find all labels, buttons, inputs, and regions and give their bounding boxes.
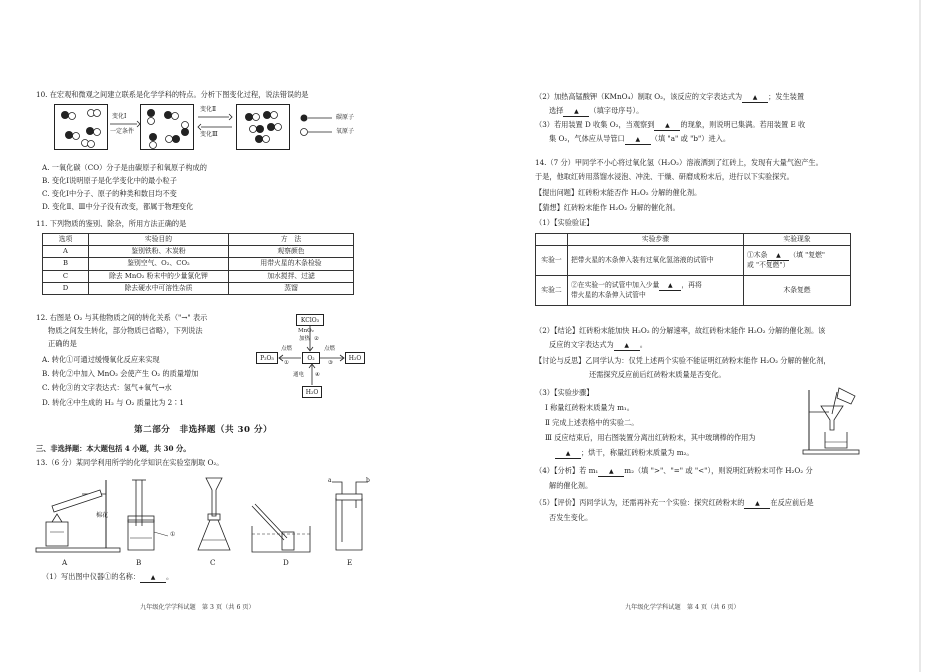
port-a-label: a: [328, 477, 332, 484]
table-row: [43, 258, 354, 270]
q14-analysis-text-b: m₂（填 ">"、"=" 或 "<"），则说明红砖粉末可作 H₂O₂ 分: [624, 466, 813, 475]
table-cell: 除去硬水中可溶性杂质: [89, 282, 229, 294]
answer-blank[interactable]: ▲: [598, 468, 624, 477]
q14-step2: Ⅱ 完成上述表格中的实验二。: [545, 418, 639, 427]
q13-stem: 13.（6 分）某同学利用所学的化学知识在实验室制取 O₂。: [36, 458, 224, 467]
table-cell: 鉴别空气、O₂、CO₂: [89, 258, 229, 270]
answer-blank[interactable]: ▲: [659, 282, 681, 291]
q12-line-1: 12. 右图是 O₂ 与其他物质之间的转化关系（"→" 表示: [36, 313, 208, 322]
page-4: [475, 0, 950, 672]
table-cell: 观察颜色: [229, 246, 354, 258]
apparatus-label-b: B: [136, 558, 142, 567]
q10-stem: 10. 在宏观和微观之间建立联系是化学学科的特点。分析下图变化过程，说法错误的是: [36, 90, 309, 99]
q13-part2-text-c: 选择: [549, 106, 564, 115]
q14-analysis-text-a: （4）【分析】若 m₁: [535, 466, 599, 475]
table-header: 实验现象: [744, 234, 851, 246]
scan-edge: [919, 0, 921, 672]
q13-part2-text-a: （2）加热高锰酸钾（KMnO₄）制取 O₂，该反应的文字表达式为: [535, 92, 743, 101]
q12-option-c: C. 转化③的文字表达式：氢气+氧气→水: [42, 383, 172, 392]
table-cell: B: [43, 258, 89, 270]
table-header: 方 法: [229, 234, 354, 246]
answer-blank[interactable]: ▲: [614, 342, 640, 351]
answer-blank[interactable]: ▲: [742, 94, 768, 103]
filtration-apparatus: [799, 386, 869, 456]
q14-conclusion-line1: （2）【结论】红砖粉末能加快 H₂O₂ 的分解速率，故红砖粉末能作 H₂O₂ 分解的催化剂。该: [535, 326, 826, 335]
q13-part3-line1: [535, 120, 805, 131]
q10-molecules-2: [141, 105, 195, 151]
q14-row2-step-b: ，再将: [681, 280, 702, 289]
q12-label-ignite2: 点燃: [324, 346, 336, 352]
q12-label-n2: ②: [314, 336, 319, 342]
q14-step3-line2: [555, 448, 694, 459]
apparatus-c: [194, 476, 234, 556]
q10-arrow3: [198, 124, 232, 130]
answer-blank[interactable]: ▲: [654, 122, 680, 131]
table-cell: 木条复燃: [744, 276, 851, 306]
q14-step3-text: ；烘干，称量红砖粉末质量为 m₂。: [581, 448, 694, 457]
q14-conclusion-text: 反应的文字表达式为: [549, 340, 614, 349]
q10-legend-markers: [300, 110, 340, 140]
q14-line2: 于是，他取红砖用蒸馏水浸泡、冲洗、干燥、研磨成粉末后，进行以下实验探究。: [535, 172, 794, 181]
answer-blank[interactable]: ▲: [767, 252, 789, 261]
q12-label-heat: 加热: [299, 336, 311, 342]
q12-option-a: A. 转化①可通过缓慢氧化反应来实现: [42, 355, 160, 364]
q14-problem: 【提出问题】红砖粉末能否作 H₂O₂ 分解的催化剂。: [535, 188, 702, 197]
q14-analysis-line2: 解的催化剂。: [549, 481, 593, 490]
q12-label-n1: ①: [284, 360, 289, 366]
port-b-label: b: [366, 477, 370, 484]
q12-node-h2o-right: H₂O: [345, 352, 365, 364]
q13-part3-text-c: 集 O₂，气体应从导管口: [549, 134, 625, 143]
q14-step1: Ⅰ 称量红砖粉末质量为 m₁。: [545, 403, 634, 412]
apparatus-label-d: D: [283, 558, 289, 567]
apparatus-e: [326, 476, 376, 556]
table-row: [43, 246, 354, 258]
table-cell: C: [43, 270, 89, 282]
q14-evaluation-line2: 否发生变化。: [549, 513, 593, 522]
answer-blank[interactable]: ▲: [140, 574, 166, 583]
q14-evaluation-line1: [535, 498, 814, 509]
q14-verify: （1）【实验验证】: [535, 218, 594, 227]
q12-label-electro: 通电: [293, 372, 305, 378]
q14-row2-step-a: ②在实验一的试管中加入少量: [571, 280, 660, 289]
q14-row1-result-b: （填 "复燃": [789, 250, 825, 259]
table-cell: 把带火星的木条伸入装有过氧化氢溶液的试管中: [568, 246, 744, 276]
apparatus-d: [248, 476, 318, 556]
q14-row1-result-a: ①木条: [747, 250, 768, 259]
q13-part3-text-b: 的现象，则说明已集满。若用装置 E 收: [680, 120, 806, 129]
q10-box1: [54, 104, 108, 150]
q12-label-n3: ③: [328, 360, 333, 366]
apparatus-a: [34, 476, 124, 556]
q10-option-c: C. 变化Ⅰ中分子、原子的种类和数目均不变: [42, 189, 177, 198]
q14-discussion-line1: 【讨论与反思】乙同学认为：仅凭上述两个实验不能证明红砖粉末能作 H₂O₂ 分解的催化剂，: [535, 356, 831, 365]
apparatus-b-circle1: ①: [170, 531, 176, 538]
page-3-footer: 九年级化学学科试题 第 3 页（共 6 页）: [140, 604, 255, 611]
table-header-row: [536, 234, 851, 246]
q12-arrows: [250, 314, 370, 404]
table-header-row: [43, 234, 354, 246]
q10-box2: [140, 104, 194, 150]
table-cell: 用带火星的木条检验: [229, 258, 354, 270]
answer-blank[interactable]: ▲: [625, 136, 651, 145]
table-cell: [744, 246, 851, 276]
table-row: [536, 276, 851, 306]
q12-line-2: 物质之间发生转化，部分物质已省略），下列说法: [48, 326, 203, 335]
answer-blank[interactable]: ▲: [555, 450, 581, 459]
q14-line1: 14.（7 分）甲同学不小心将过氧化氢（H₂O₂）溶液洒到了红砖上，发现有大量气泡产生。: [535, 158, 823, 167]
table-cell: [568, 276, 744, 306]
table-cell: D: [43, 282, 89, 294]
table-cell: 鉴别铁粉、木炭粉: [89, 246, 229, 258]
q13-part2-text-d: （填字母序号）。: [589, 106, 644, 115]
table-header: 实验目的: [89, 234, 229, 246]
q14-discussion-line2: 还需探究反应前后红砖粉末质量是否变化。: [589, 370, 726, 379]
q13-part2-line2: [549, 106, 643, 117]
q14-evaluation-text-a: （5）【评价】丙同学认为，还需再补充一个实验：探究红砖粉末的: [535, 498, 745, 507]
q10-change1: 变化Ⅰ: [112, 113, 127, 120]
q14-step3-line1: Ⅲ 反应结束后，用右图装置分离出红砖粉末，其中玻璃棒的作用为: [545, 433, 756, 442]
q13-sub1: （1）写出图中仪器①的名称： ▲ 。: [42, 572, 174, 581]
q10-molecules-3: [237, 105, 291, 151]
q13-part3-text-a: （3）若用装置 D 收集 O₂，当观察到: [535, 120, 655, 129]
apparatus-label-e: E: [347, 558, 353, 567]
table-cell: 蒸馏: [229, 282, 354, 294]
apparatus-b: [118, 476, 168, 556]
apparatus-label-c: C: [210, 558, 216, 567]
q10-legend-c: 碳原子: [336, 114, 355, 121]
q14-step-heading: （3）【实验步骤】: [535, 388, 594, 397]
table-cell: 加水搅拌、过滤: [229, 270, 354, 282]
q12-node-o2: O₂: [302, 352, 320, 364]
q14-analysis-line1: [535, 466, 813, 477]
apparatus-label-a: A: [62, 558, 68, 567]
q10-molecules-1: [55, 105, 109, 151]
q12-label-ignite1: 点燃: [281, 346, 293, 352]
q10-box3: [236, 104, 290, 150]
q11-table: [42, 233, 354, 295]
q12-option-d: D. 转化④中生成的 H₂ 与 O₂ 质量比为 2∶1: [42, 398, 185, 407]
table-cell: 实验一: [536, 246, 568, 276]
answer-blank[interactable]: ▲: [563, 108, 589, 117]
table-row: [43, 270, 354, 282]
part3-intro: 三、非选择题：本大题包括 4 小题，共 30 分。: [36, 444, 191, 453]
table-cell: 实验二: [536, 276, 568, 306]
q13-part2-line1: [535, 92, 804, 103]
q10-change3: 变化Ⅲ: [200, 131, 218, 138]
q14-conclusion-line2: 反应的文字表达式为 ▲ 。: [549, 340, 647, 349]
q12-label-mno2: MnO₂: [298, 328, 314, 334]
q12-label-n4: ④: [315, 372, 320, 378]
q12-node-kclo3: KClO₃: [296, 314, 324, 326]
q12-option-b: B. 转化②中加入 MnO₂ 会使产生 O₂ 的质量增加: [42, 369, 199, 378]
q14-row1-result-c: 或 "不复燃"）: [747, 260, 790, 269]
table-cell: A: [43, 246, 89, 258]
table-header: 实验步骤: [568, 234, 744, 246]
q14-table: [535, 233, 851, 306]
q14-evaluation-text-b: 在反应前后是: [770, 498, 814, 507]
page-4-footer: 九年级化学学科试题 第 4 页（共 6 页）: [625, 604, 740, 611]
q10-arrow1: [110, 121, 140, 127]
q11-stem: 11. 下列物质的鉴别、除杂，所用方法正确的是: [36, 219, 187, 228]
q14-row2-step-c: 带火星的木条伸入试管中: [571, 290, 646, 299]
q10-option-a: A. 一氧化碳（CO）分子是由碳原子和氧原子构成的: [42, 163, 207, 172]
q10-arrow2: [198, 114, 232, 120]
q12-line-3: 正确的是: [48, 339, 77, 348]
table-row: [536, 246, 851, 276]
table-row: [43, 282, 354, 294]
answer-blank[interactable]: ▲: [744, 500, 770, 509]
q10-option-d: D. 变化Ⅱ、Ⅲ中分子没有改变，都属于物理变化: [42, 202, 194, 211]
q13-part2-text-b: ；发生装置: [768, 92, 805, 101]
table-cell: 除去 MnO₂ 粉末中的少量氯化钾: [89, 270, 229, 282]
q13-part3-line2: [549, 134, 730, 145]
cotton-label: 棉花: [96, 512, 109, 519]
q14-guess: 【猜想】红砖粉末能作 H₂O₂ 分解的催化剂。: [535, 203, 680, 212]
table-header: 选项: [43, 234, 89, 246]
q10-change2: 变化Ⅱ: [200, 106, 217, 113]
part2-title: 第二部分 非选择题（共 30 分）: [134, 425, 273, 435]
q10-option-b: B. 变化Ⅰ说明原子是化学变化中的最小粒子: [42, 176, 177, 185]
q12-node-p2o5: P₂O₅: [256, 352, 278, 364]
q10-condition: 一定条件: [110, 128, 135, 135]
q13-sub1-text: （1）写出图中仪器①的名称：: [42, 572, 141, 581]
q13-part3-text-d: （填 "a" 或 "b"）进入。: [650, 134, 731, 143]
q10-legend-o: 氧原子: [336, 128, 355, 135]
q12-node-h2o-bottom: H₂O: [302, 386, 322, 398]
